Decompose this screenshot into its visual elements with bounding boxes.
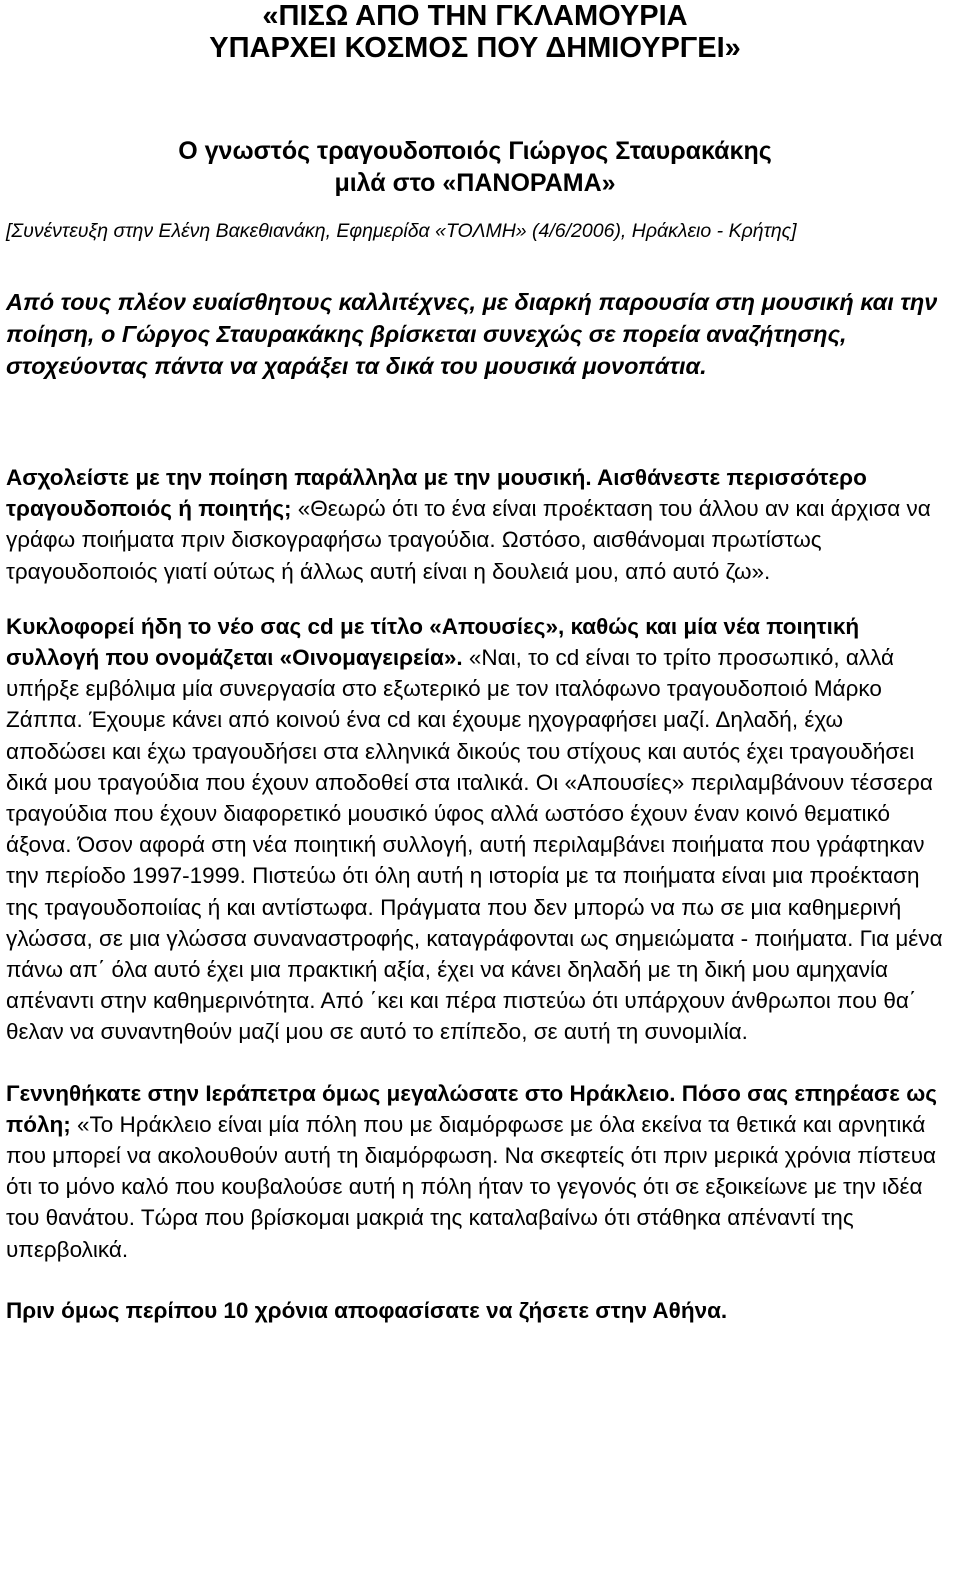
question-2: Κυκλοφορεί ήδη το νέο σας cd με τίτλο «Απουσίες», καθώς και μία νέα ποιητική συλλογή που ονομάζεται «Οινομαγειρεία».	[6, 613, 860, 671]
article-subtitle-line-1: Ο γνωστός τραγουδοποιός Γιώργος Σταυρακάκης	[178, 137, 772, 165]
qa-block-4	[6, 1295, 944, 1326]
article-subtitle	[6, 135, 944, 199]
article-title	[6, 0, 944, 64]
qa-block-1	[6, 462, 944, 587]
answer-2: «Ναι, το cd είναι το τρίτο προσωπικό, αλλά υπήρξε εμβόλιμα μία συνεργασία στο εξωτερικό με τον ιταλόφωνο τραγουδοποιό Μάρκο Ζάππα. Έχουμε κάνει από κοινού ένα cd και έχουμε ηχογραφήσει μαζί. Δηλαδή, έχω αποδώσει και έχω τραγουδήσει στα ελληνικά δικούς του στίχους και αυτός έχει τραγουδήσει δικά μου τραγούδια που έχουν αποδοθεί στα ιταλικά. Οι «Απουσίες» περιλαμβάνουν τέσσερα τραγούδια που έχουν διαφορετικό μουσικό ύφος αλλά ωστόσο έχουν έναν κοινό θεματικό άξονα. Όσον αφορά στη νέα ποιητική συλλογή, αυτή περιλαμβάνει ποιήματα που γράφτηκαν την περίοδο 1997-1999. Πιστεύω ότι όλη αυτή η ιστορία με τα ποιήματα είναι μια προέκταση της τραγουδοποιίας ή και αντίστωφα. Πράγματα που δεν μπορώ να πω σε μια καθημερινή γλώσσα, σε μια γλώσσα συναναστροφής, καταγράφονται ως σημειώματα - ποιήματα. Για μένα πάνω απ΄ όλα αυτό έχει μια πρακτική αξία, έχει να κάνει δηλαδή με τη δική μου αμηχανία απέναντι στην καθημερινότητα. Από ΄κει και πέρα πιστεύω ότι υπάρχουν άνθρωποι που θα΄ θελαν να συναντηθούν μαζί μου σε αυτό το επίπεδο, σε αυτή τη συνομιλία.	[6, 645, 943, 1045]
question-3: Γεννηθήκατε στην Ιεράπετρα όμως μεγαλώσατε στο Ηράκλειο. Πόσο σας επηρέασε ως πόλη;	[6, 1080, 937, 1137]
qa-block-2	[6, 611, 944, 1048]
question-4: Πριν όμως περίπου 10 χρόνια αποφασίσατε να ζήσετε στην Αθήνα.	[6, 1297, 728, 1323]
answer-1: «Θεωρώ ότι το ένα είναι προέκταση του άλλου αν και άρχισα να γράφω ποιήματα πριν δισκογραφήσω τραγούδια. Ωστόσο, αισθάνομαι πρωτίστως τραγουδοποιός γιατί ούτως ή άλλως αυτή είναι η δουλειά μου, από αυτό ζω».	[6, 496, 931, 584]
qa-block-3	[6, 1078, 944, 1265]
article-title-line-1: «ΠΙΣΩ ΑΠΟ ΤΗΝ ΓΚΛΑΜΟΥΡΙΑ	[262, 0, 688, 32]
lead-paragraph: Από τους πλέον ευαίσθητους καλλιτέχνες, με διαρκή παρουσία στη μουσική και την ποίηση, ο Γώργος Σταυρακάκης βρίσκεται συνεχώς σε πορεία αναζήτησης, στοχεύοντας πάντα να χαράξει τα δικά του μουσικά μονοπάτια.	[6, 289, 938, 379]
article-subtitle-line-2: μιλά στο «ΠΑΝΟΡΑΜΑ»	[334, 169, 616, 197]
question-1: Ασχολείστε με την ποίηση παράλληλα με την μουσική. Αισθάνεστε περισσότερο τραγουδοποιός ή ποιητής;	[6, 465, 867, 522]
answer-3: «Το Ηράκλειο είναι μία πόλη που με διαμόρφωσε με όλα εκείνα τα θετικά και αρνητικά που μπορεί να ακολουθούν αυτή τη διαμόρφωση. Να σκεφτείς ότι πριν μερικά χρόνια πίστευα ότι το μόνο καλό που κουβαλούσε αυτή η πόλη ήταν το γεγονός ότι σε εξοικείωνε με την ιδέα του θανάτου. Τώρα που βρίσκομαι μακριά της καταλαβαίνω ότι στάθηκα απέναντί της υπερβολικά.	[6, 1111, 937, 1262]
interview-source: [Συνέντευξη στην Ελένη Βακεθιανάκη, Εφημερίδα «ΤΟΛΜΗ» (4/6/2006), Ηράκλειο - Κρήτης]	[6, 220, 797, 242]
article-title-line-2: ΥΠΑΡΧΕΙ ΚΟΣΜΟΣ ΠΟΥ ΔΗΜΙΟΥΡΓΕΙ»	[209, 32, 741, 64]
